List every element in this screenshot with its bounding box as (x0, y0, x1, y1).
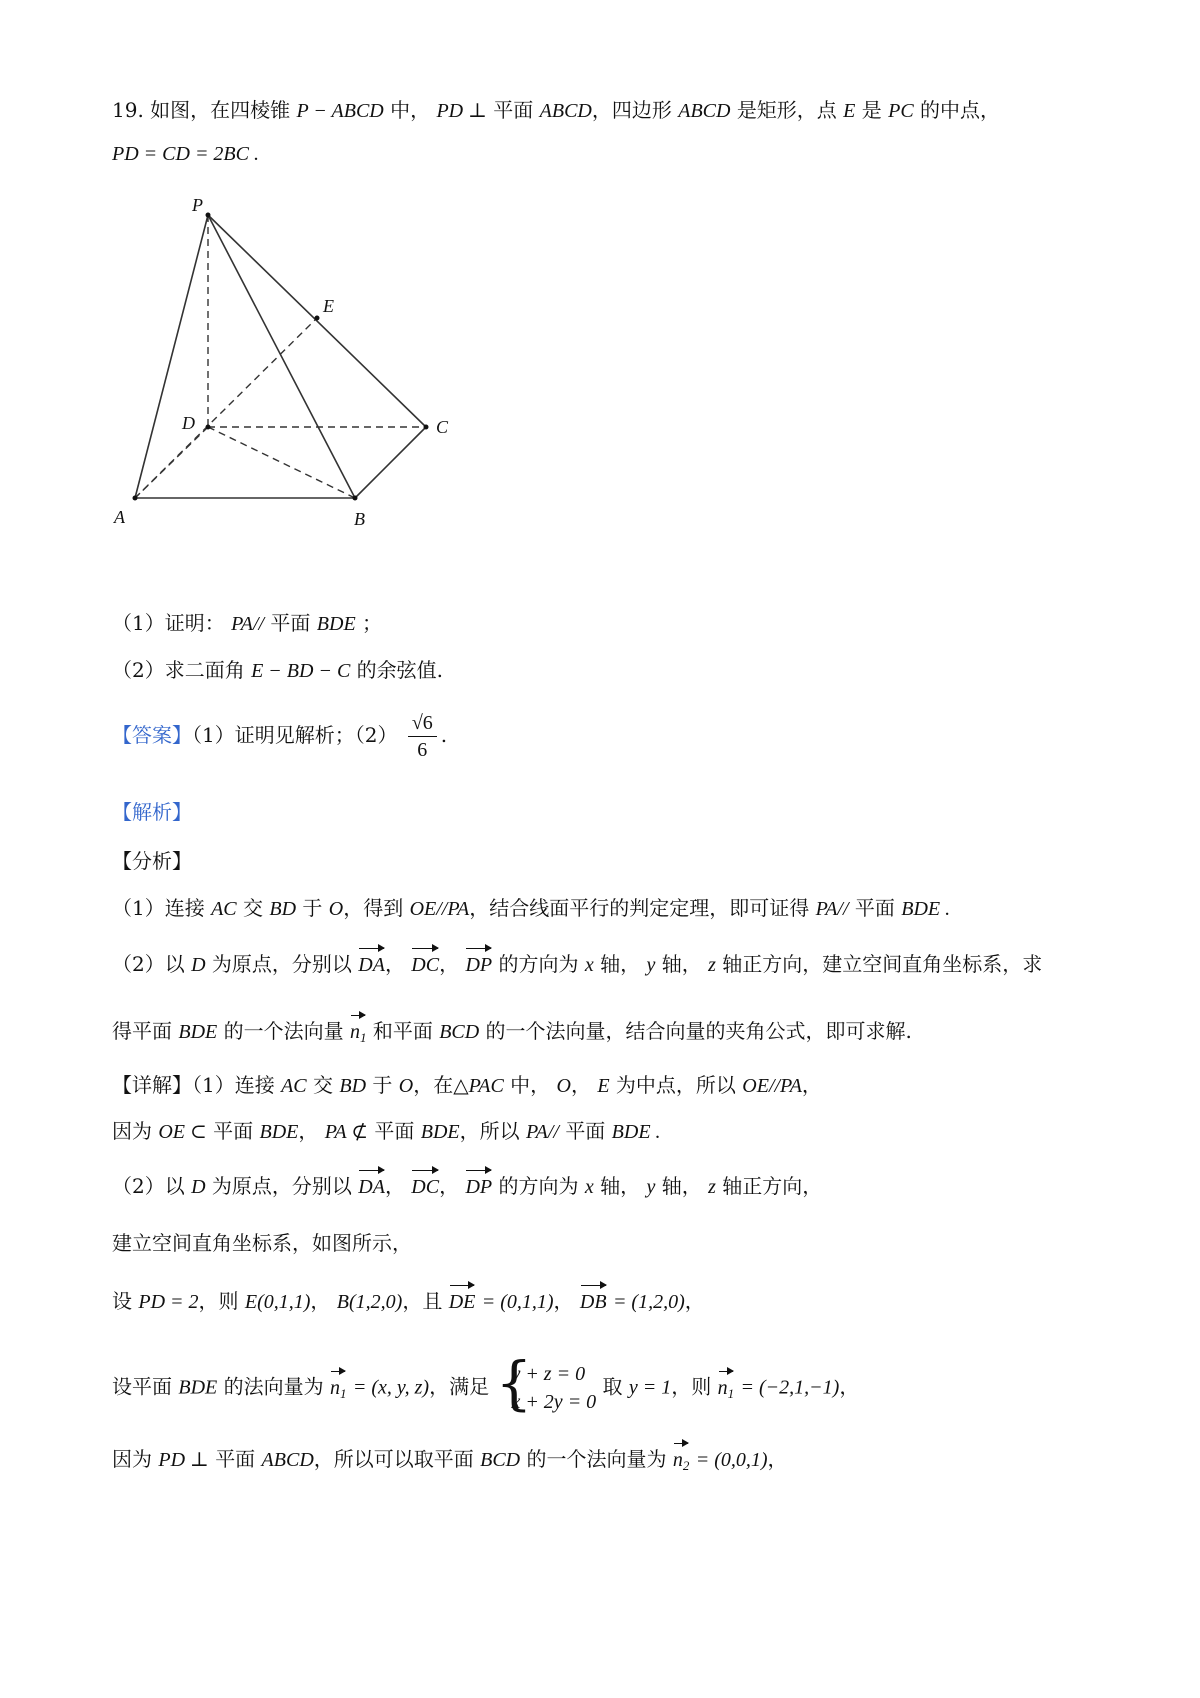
text: 得平面 (112, 1019, 172, 1043)
math: PD ⊥ (158, 1449, 209, 1471)
label-E: E (323, 296, 334, 316)
math: BDE (178, 1376, 218, 1399)
math: E (597, 1075, 610, 1097)
vector-DA: DA (358, 1168, 385, 1202)
answer-text: （1）证明见解析；（2） (192, 723, 398, 747)
math: B(1,2,0) (336, 1291, 403, 1313)
subscript: 1 (359, 1030, 367, 1045)
math: PD = 2 (138, 1291, 199, 1313)
xiangjie-tag: 【详解】 (112, 1073, 192, 1097)
math: BDE (316, 613, 356, 635)
text: 是矩形，点 (736, 98, 837, 122)
text: （2）求二面角 (112, 658, 245, 682)
vector-n1 (718, 1369, 735, 1409)
math: y (646, 1176, 656, 1198)
text: ，则 (671, 1374, 712, 1399)
text: 的一个法向量 (223, 1019, 344, 1043)
text: 平面 (215, 1447, 256, 1471)
fenxi-line-1 (112, 893, 950, 924)
segment-AE (135, 318, 317, 498)
text: 和平面 (372, 1019, 433, 1043)
edge-PB (208, 215, 355, 498)
vector-DB: DB (580, 1283, 607, 1317)
math: PA ⊄ (324, 1121, 369, 1143)
label-B: B (354, 509, 365, 529)
text: 于 (372, 1073, 393, 1097)
text: ， (570, 1073, 591, 1097)
math: BDE . (611, 1121, 661, 1143)
text: 轴正方向，建立空间直角坐标系，求 (722, 952, 1043, 976)
xiangjie-line-5 (112, 1283, 705, 1317)
subscript: 2 (682, 1458, 690, 1473)
text: 的法向量为 (223, 1374, 324, 1399)
math: z (708, 1176, 716, 1198)
text: 平面 (213, 1119, 254, 1143)
math: y = 1 (628, 1376, 672, 1399)
text: ，满足 (429, 1374, 490, 1399)
math: BDE (259, 1121, 299, 1143)
answer-line (112, 710, 447, 763)
math: BDE . (901, 898, 951, 920)
problem-line-1 (112, 95, 1000, 126)
math: OE//PA (409, 898, 470, 920)
vector-n1 (350, 1013, 367, 1053)
pyramid-figure (114, 195, 460, 545)
text: ，且 (402, 1289, 443, 1313)
math: OE ⊂ (158, 1121, 207, 1143)
question-1 (112, 608, 382, 639)
text: 为中点，所以 (615, 1073, 736, 1097)
vector-DP: DP (465, 1168, 492, 1202)
label-P: P (192, 195, 203, 215)
problem-line-2: PD = CD = 2BC . (112, 143, 259, 165)
text: 轴正方向， (722, 1174, 823, 1198)
vector-DP: DP (465, 946, 492, 980)
math: = (0,0,1) (695, 1449, 768, 1471)
question-2 (112, 655, 443, 686)
text: （1）连接 (112, 896, 205, 920)
math: P − ABCD (296, 100, 384, 122)
math: AC (211, 898, 237, 920)
vector-n2 (673, 1441, 690, 1481)
edge-DB (208, 427, 355, 498)
text: 轴， (600, 1174, 641, 1198)
math: x (584, 954, 594, 976)
math: PA// (815, 898, 849, 920)
text: （2）以 (112, 952, 185, 976)
math: E (843, 100, 856, 122)
math: n (717, 1376, 728, 1399)
text: . (440, 723, 448, 747)
text: ， (767, 1447, 788, 1471)
text: （2）以 (112, 1174, 185, 1198)
math: E − BD − C (251, 660, 351, 682)
text: 是 (861, 98, 882, 122)
text: 设平面 (112, 1374, 172, 1399)
math: O (398, 1075, 414, 1097)
text: 平面 (565, 1119, 606, 1143)
text: 的方向为 (498, 952, 579, 976)
math: BCD (439, 1021, 480, 1043)
math: PC (888, 100, 914, 122)
xiangjie-line-2 (112, 1116, 661, 1147)
text: 中， (390, 98, 431, 122)
text: 轴， (661, 1174, 702, 1198)
equation-row: x + 2y = 0 (511, 1391, 597, 1413)
text: 为原点，分别以 (211, 952, 352, 976)
label-D: D (182, 413, 195, 433)
math: O (556, 1075, 571, 1097)
text: ， (839, 1374, 860, 1399)
text: ，所以可以取平面 (313, 1447, 474, 1471)
edge-BC (355, 427, 426, 498)
vector-DC: DC (411, 946, 439, 980)
point-P (206, 213, 211, 218)
fenxi-line-3 (112, 1013, 912, 1053)
text: 取 (602, 1374, 623, 1399)
point-C (424, 425, 429, 430)
text: 因为 (112, 1447, 152, 1471)
math: PA// (525, 1121, 559, 1143)
math: OE//PA (742, 1075, 802, 1097)
math: = (x, y, z) (352, 1376, 430, 1399)
text: ，所以 (459, 1119, 520, 1143)
text: 的中点， (920, 98, 1001, 122)
text: （1）证明： (112, 611, 225, 635)
answer-fraction (408, 710, 437, 763)
edge-PC (208, 215, 426, 427)
fenxi-tag: 【分析】 (112, 849, 192, 873)
analysis-tag: 【解析】 (112, 800, 192, 824)
vector-DE: DE (449, 1283, 476, 1317)
text: ； (362, 611, 383, 635)
text: 平面 (493, 98, 534, 122)
math: PA// (231, 613, 265, 635)
equation-row: y + z = 0 (511, 1363, 586, 1385)
math: PD ⊥ (436, 100, 487, 122)
point-B (353, 496, 358, 501)
text: ，则 (198, 1289, 239, 1313)
math: n (349, 1021, 360, 1043)
math: y (646, 954, 656, 976)
text: （1）连接 (192, 1073, 275, 1097)
text: ， (298, 1119, 319, 1143)
text: ，四边形 (591, 98, 672, 122)
fenxi-line-2: （2）以 D 为原点，分别以 DA， DC， DP 的方向为 x 轴， y 轴， z 轴正方向，建立空间直角坐标系，求 (112, 946, 1042, 980)
xiangjie-line-6 (112, 1349, 860, 1417)
text: 19. 如图，在四棱锥 (112, 98, 291, 122)
text: 中， (510, 1073, 551, 1097)
label-A: A (114, 507, 125, 527)
math: E(0,1,1) (244, 1291, 311, 1313)
xiangjie-line-4: 建立空间直角坐标系，如图所示， (112, 1231, 412, 1255)
text: 交 (313, 1073, 334, 1097)
point-D (206, 425, 211, 430)
fraction-denominator: 6 (417, 739, 428, 761)
subscript: 1 (339, 1385, 347, 1401)
edge-PA (135, 215, 208, 498)
text: ，结合线面平行的判定定理，即可证得 (469, 896, 810, 920)
fraction-numerator: √6 (408, 710, 437, 737)
math: BDE (420, 1121, 460, 1143)
text: ， (801, 1073, 822, 1097)
math: n (329, 1376, 340, 1399)
text: ， (310, 1289, 331, 1313)
label-C: C (436, 417, 449, 437)
text: 平面 (270, 611, 311, 635)
math: BDE (178, 1021, 218, 1043)
xiangjie-line-1 (112, 1070, 822, 1101)
xiangjie-line-7 (112, 1441, 788, 1481)
text: 设 (112, 1289, 132, 1313)
math: z (708, 954, 716, 976)
math: BD (339, 1075, 367, 1097)
math: = (0,1,1) (481, 1291, 554, 1313)
text: 轴， (661, 952, 702, 976)
math: O (328, 898, 344, 920)
point-A (133, 496, 138, 501)
text: ，得到 (343, 896, 404, 920)
equation-system (495, 1349, 597, 1417)
xiangjie-line-3: （2）以 D 为原点，分别以 DA， DC， DP 的方向为 x 轴， y 轴， z 轴正方向， (112, 1168, 822, 1202)
text: ， (553, 1289, 574, 1313)
math: ABCD (261, 1449, 314, 1471)
text: 因为 (112, 1119, 152, 1143)
brace-icon: { (495, 1349, 533, 1417)
text: 为原点，分别以 (211, 1174, 352, 1198)
vector-n1 (330, 1369, 347, 1409)
text: ， (684, 1289, 705, 1313)
answer-tag: 【答案】 (112, 723, 192, 747)
text: 交 (243, 896, 264, 920)
text: 的一个法向量为 (526, 1447, 667, 1471)
math: AC (281, 1075, 307, 1097)
math: BD (269, 898, 297, 920)
text: 于 (302, 896, 323, 920)
text: 平面 (374, 1119, 415, 1143)
text: 的余弦值. (356, 658, 444, 682)
math: ABCD (539, 100, 592, 122)
text: 的方向为 (498, 1174, 579, 1198)
subscript: 1 (727, 1385, 735, 1401)
text: 平面 (854, 896, 895, 920)
math: PAC (468, 1075, 504, 1097)
text: 轴， (600, 952, 641, 976)
math: D (191, 954, 206, 976)
math: D (191, 1176, 206, 1198)
math: BCD (480, 1449, 521, 1471)
vector-DC: DC (411, 1168, 439, 1202)
math: ABCD (678, 100, 731, 122)
math: n (672, 1449, 683, 1471)
math: x (584, 1176, 594, 1198)
math: = (1,2,0) (612, 1291, 685, 1313)
vector-DA: DA (358, 946, 385, 980)
text: 的一个法向量，结合向量的夹角公式，即可求解. (485, 1019, 912, 1043)
text: ，在△ (413, 1073, 469, 1097)
point-E (315, 316, 320, 321)
math: = (−2,1,−1) (740, 1376, 840, 1399)
